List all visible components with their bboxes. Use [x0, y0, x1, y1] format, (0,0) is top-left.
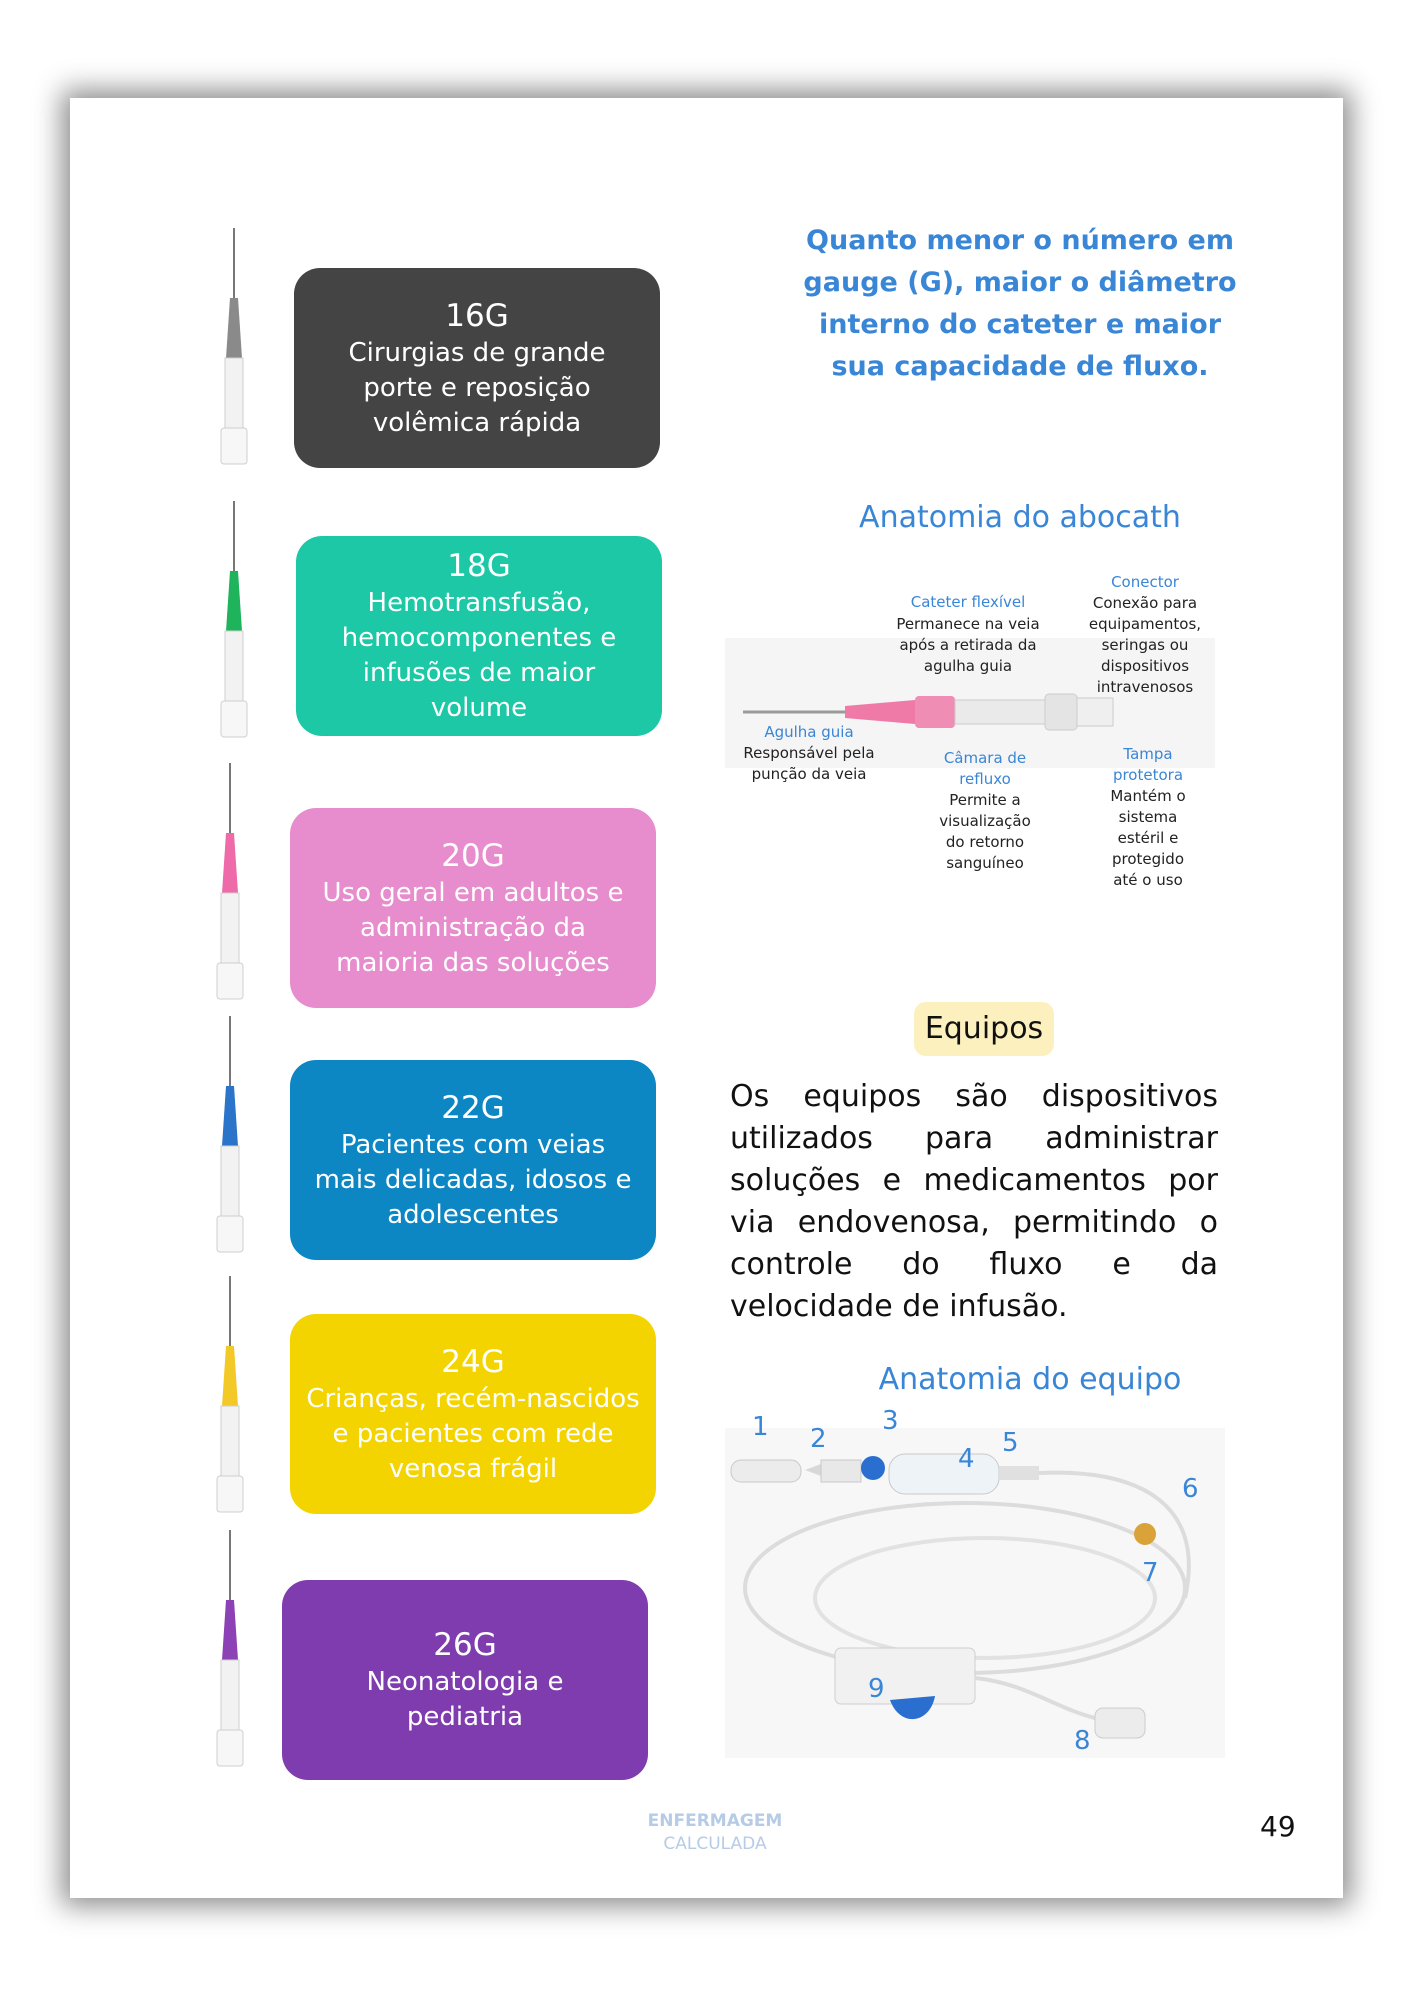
- label-tampa: [1098, 744, 1198, 891]
- equipo-label-5: 5: [1002, 1428, 1019, 1458]
- gauge-label: 22G: [441, 1089, 505, 1126]
- cateter-desc: Permanece na veia após a retirada da agulha guia: [896, 615, 1040, 675]
- equipo-label-2: 2: [810, 1424, 827, 1454]
- equipo-label-9: 9: [868, 1674, 885, 1704]
- gauge-label: 16G: [445, 297, 509, 334]
- cateter-title: Cateter flexível: [910, 593, 1026, 611]
- gauge-description: Cirurgias de grande porte e reposição volêmica rápida: [348, 337, 606, 438]
- catheter-24g-icon: [204, 1276, 256, 1516]
- catheter-22g-icon: [204, 1016, 256, 1256]
- intro-text: Quanto menor o número em gauge (G), maior o diâmetro interno do cateter e maior sua capacidade de fluxo.: [803, 225, 1237, 382]
- page-number: 49: [1260, 1810, 1296, 1843]
- page: [70, 98, 1343, 1898]
- label-conector: [1070, 572, 1220, 698]
- gauge-label: 26G: [433, 1627, 497, 1663]
- card-20g: [290, 808, 656, 1008]
- abocath-title: Anatomia do abocath: [859, 500, 1181, 535]
- equipos-text: Os equipos são dispositivos utilizados para administrar soluções e medicamentos por via endovenosa, permitindo o controle do fluxo e da velocidade de infusão.: [730, 1079, 1218, 1324]
- conector-title: Conector: [1111, 573, 1179, 591]
- label-agulha: [734, 722, 884, 785]
- label-cateter: [898, 592, 1038, 613]
- agulha-title: Agulha guia: [764, 723, 854, 741]
- card-18g: [296, 536, 662, 736]
- equipo-label-4: 4: [958, 1444, 975, 1474]
- gauge-label: 20G: [441, 837, 505, 874]
- equipo-label-3: 3: [882, 1406, 899, 1436]
- catheter-16g-icon: [208, 228, 260, 468]
- tampa-title: Tampa protetora: [1112, 745, 1184, 784]
- equipo-label-8: 8: [1074, 1726, 1091, 1756]
- card-16g: [294, 268, 660, 468]
- catheter-18g-icon: [208, 501, 260, 741]
- equipo-diagram: [725, 1428, 1225, 1758]
- footer-brand: [630, 1810, 800, 1856]
- equipo-label-1: 1: [752, 1412, 769, 1442]
- equipo-label-6: 6: [1182, 1474, 1199, 1504]
- label-camara: [930, 748, 1040, 874]
- card-26g: [282, 1580, 648, 1780]
- catheter-26g-icon: [204, 1530, 256, 1770]
- gauge-description: Hemotransfusão, hemocomponentes e infusões de maior volume: [341, 588, 617, 723]
- gauge-label: 24G: [441, 1343, 505, 1380]
- card-22g: [290, 1060, 656, 1260]
- equipos-tag: Equipos: [914, 1002, 1054, 1056]
- conector-desc: Conexão para equipamentos, seringas ou dispositivos intravenosos: [1088, 594, 1202, 696]
- gauge-description: Uso geral em adultos e administração da maioria das soluções: [322, 877, 624, 978]
- camara-title: Câmara de refluxo: [943, 749, 1027, 788]
- footer-line2: CALCULADA: [663, 1834, 767, 1854]
- camara-desc: Permite a visualização do retorno sanguíneo: [939, 791, 1031, 872]
- gauge-description: Neonatologia e pediatria: [366, 1667, 564, 1732]
- tampa-desc: Mantém o sistema estéril e protegido até o uso: [1110, 787, 1186, 889]
- gauge-description: Crianças, recém-nascidos e pacientes com rede venosa frágil: [306, 1383, 640, 1484]
- gauge-description: Pacientes com veias mais delicadas, idosos e adolescentes: [314, 1129, 632, 1230]
- catheter-20g-icon: [204, 763, 256, 1003]
- agulha-desc: Responsável pela punção da veia: [743, 744, 875, 783]
- equipo-label-7: 7: [1142, 1558, 1159, 1588]
- card-24g: [290, 1314, 656, 1514]
- footer-line1: ENFERMAGEM: [647, 1811, 783, 1831]
- gauge-label: 18G: [447, 548, 511, 584]
- equipo-anatomy-title: Anatomia do equipo: [878, 1362, 1182, 1397]
